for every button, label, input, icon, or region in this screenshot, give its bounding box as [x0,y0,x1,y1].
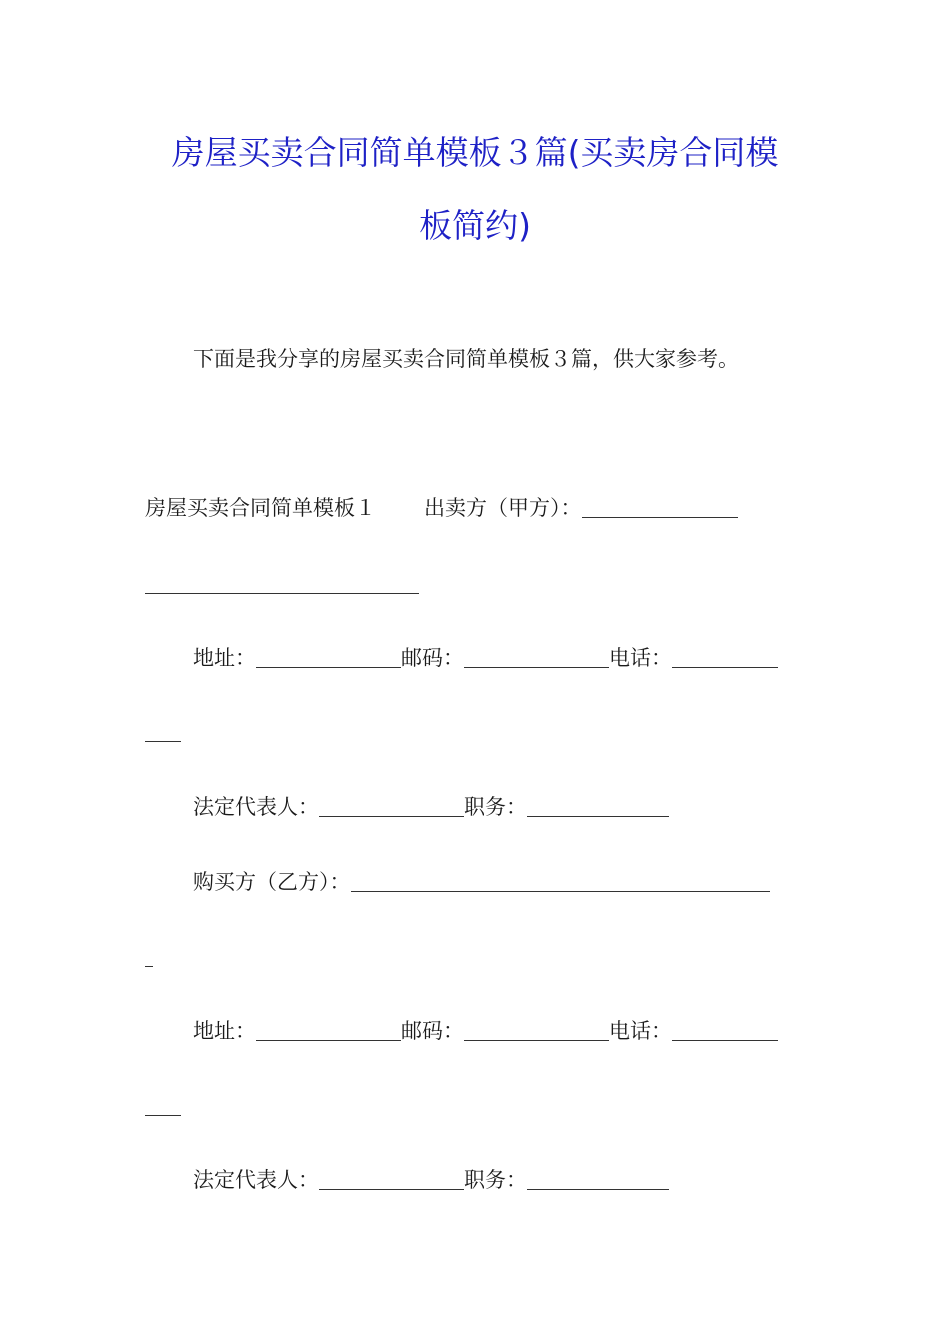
seller-phone-field[interactable] [672,647,778,668]
section-heading-row [145,494,738,522]
seller-legal-row [193,793,669,821]
buyer-phone-field[interactable] [672,1020,778,1041]
seller-phone-field-continued[interactable] [145,741,181,742]
buyer-contact-row [193,1017,778,1045]
buyer-label: 购买方（乙方）： [193,870,351,894]
buyer-position-field[interactable] [527,1169,669,1190]
buyer-row [193,868,770,896]
intro-text: 下面是我分享的房屋买卖合同简单模板３篇，供大家参考。 [193,347,739,371]
buyer-phone-field-continued[interactable] [145,1115,181,1116]
buyer-name-field[interactable] [351,871,770,892]
seller-contact-row [193,644,778,672]
buyer-postcode-field[interactable] [464,1020,609,1041]
document-title-line-1: 房屋买卖合同简单模板３篇(买卖房合同模 [171,133,779,172]
seller-name-field-continued[interactable] [145,593,419,594]
seller-position-field[interactable] [527,796,669,817]
buyer-position-label: 职务： [464,1168,527,1192]
seller-legal-rep-field[interactable] [319,796,464,817]
section-heading: 房屋买卖合同简单模板１ [145,496,376,520]
buyer-postcode-label: 邮码： [401,1019,464,1043]
seller-position-label: 职务： [464,795,527,819]
intro-paragraph [193,345,739,373]
seller-address-field[interactable] [256,647,401,668]
buyer-phone-label: 电话： [609,1019,672,1043]
document-title-line-2: 板简约) [419,206,531,245]
buyer-name-field-continued[interactable] [145,966,153,967]
buyer-legal-row [193,1166,669,1194]
seller-legal-rep-label: 法定代表人： [193,795,319,819]
seller-address-label: 地址： [193,646,256,670]
seller-postcode-label: 邮码： [401,646,464,670]
buyer-address-field[interactable] [256,1020,401,1041]
seller-postcode-field[interactable] [464,647,609,668]
buyer-address-label: 地址： [193,1019,256,1043]
seller-phone-label: 电话： [609,646,672,670]
buyer-legal-rep-label: 法定代表人： [193,1168,319,1192]
buyer-legal-rep-field[interactable] [319,1169,464,1190]
seller-label: 出卖方（甲方）： [424,496,582,520]
seller-name-field[interactable] [582,497,738,518]
